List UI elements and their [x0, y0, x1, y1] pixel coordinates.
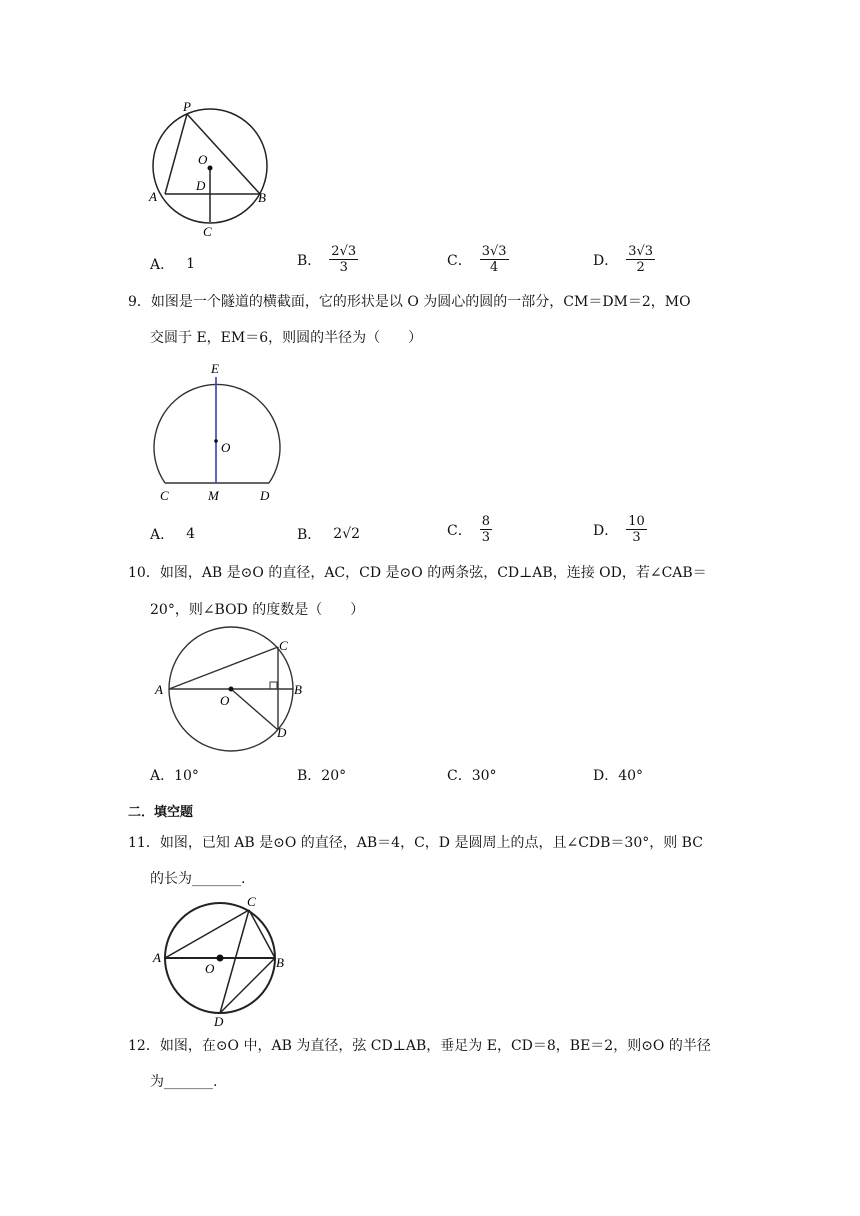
- q10-option-c[interactable]: C．30°: [447, 768, 497, 784]
- q10-option-d[interactable]: D．40°: [593, 768, 644, 784]
- svg-text:O: O: [221, 440, 231, 455]
- svg-text:C: C: [279, 638, 288, 653]
- q9-tunnel-figure: [148, 358, 288, 506]
- q8-circle-figure: [140, 96, 280, 241]
- svg-text:E: E: [211, 361, 219, 376]
- q10-line1: 10．如图，AB 是⊙O 的直径，AC，CD 是⊙O 的两条弦，CD⊥AB，连接 OD，若∠CAB＝: [128, 565, 707, 581]
- q12-line2: 为_______.: [150, 1074, 218, 1090]
- q8-option-d[interactable]: D． $\frac{3√3}{2}$: [593, 244, 654, 275]
- q10-line2: 20°，则∠BOD 的度数是（ ）: [150, 602, 365, 618]
- q11-line1: 11．如图，已知 AB 是⊙O 的直径，AB＝4，C，D 是圆周上的点，且∠CDB＝30°，则 BC: [128, 835, 703, 851]
- q8-option-c[interactable]: C． $\frac{3√3}{4}$: [447, 244, 507, 275]
- svg-text:D: D: [277, 725, 287, 740]
- q10-option-a[interactable]: A．10°: [150, 768, 199, 784]
- q8-option-b[interactable]: B． $\frac{2√3}{3}$: [297, 244, 357, 275]
- svg-text:A: A: [153, 950, 161, 965]
- q9-option-b[interactable]: B． 2√2: [297, 526, 361, 543]
- svg-text:B: B: [258, 190, 266, 205]
- q8-option-a[interactable]: A． 1: [150, 256, 196, 273]
- svg-text:O: O: [205, 961, 215, 976]
- q10-circle-figure: [150, 625, 315, 760]
- svg-text:C: C: [160, 488, 169, 503]
- svg-text:B: B: [276, 955, 284, 970]
- q12-line1: 12．如图，在⊙O 中，AB 为直径，弦 CD⊥AB，垂足为 E，CD＝8，BE＝2，则⊙O 的半径: [128, 1038, 711, 1054]
- svg-text:O: O: [198, 152, 208, 167]
- q10-option-b[interactable]: B．20°: [297, 768, 347, 784]
- svg-text:M: M: [208, 488, 219, 503]
- svg-text:D: D: [214, 1014, 224, 1027]
- q11-line2: 的长为_______.: [150, 871, 246, 887]
- svg-text:D: D: [196, 178, 206, 193]
- svg-text:C: C: [247, 894, 256, 909]
- svg-text:P: P: [183, 99, 191, 114]
- svg-text:O: O: [220, 693, 230, 708]
- svg-text:D: D: [260, 488, 270, 503]
- q9-option-a[interactable]: A． 4: [150, 526, 196, 543]
- q9-line1: 9．如图是一个隧道的横截面，它的形状是以 O 为圆心的圆的一部分，CM＝DM＝2，MO: [128, 294, 691, 310]
- svg-text:A: A: [155, 682, 163, 697]
- q9-option-d[interactable]: D． $\frac{10}{3}$: [593, 514, 645, 545]
- section-fill-in-heading: 二．填空题: [128, 805, 194, 820]
- q9-line2: 交圆于 E，EM＝6，则圆的半径为（ ）: [150, 330, 423, 346]
- q11-circle-figure: [150, 892, 300, 1027]
- svg-text:C: C: [203, 224, 212, 239]
- svg-text:A: A: [149, 189, 157, 204]
- svg-text:B: B: [294, 682, 302, 697]
- q9-option-c[interactable]: C． $\frac{8}{3}$: [447, 514, 490, 545]
